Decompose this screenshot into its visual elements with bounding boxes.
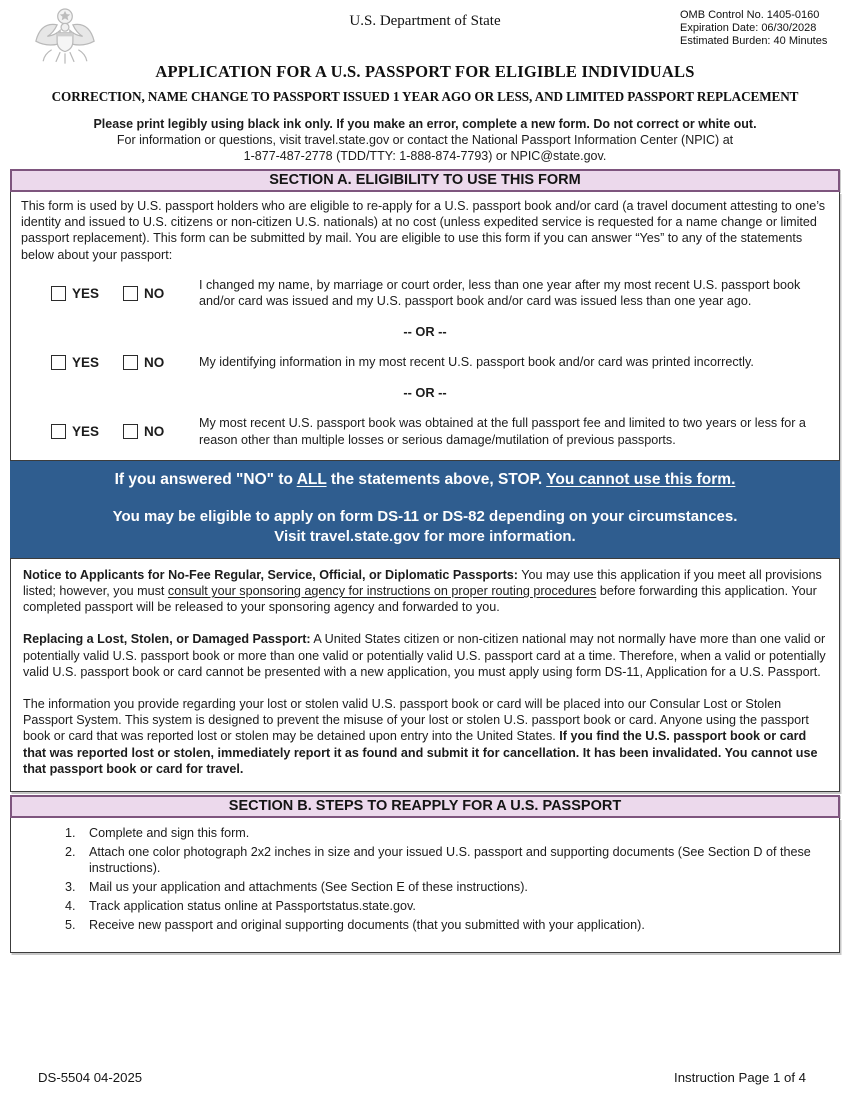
statement-row-3 xyxy=(51,415,829,447)
notices-box xyxy=(10,558,840,792)
statement-text-2: My identifying information in my most recent U.S. passport book and/or card was printed incorrectly. xyxy=(199,355,754,370)
statement-text-3: My most recent U.S. passport book was obtained at the full passport fee and limited to two years or less for a reason other than multiple losses or serious damage/mutilation of previous passports. xyxy=(199,416,806,447)
stop-banner-line2 xyxy=(20,507,830,547)
form-subtitle: CORRECTION, NAME CHANGE TO PASSPORT ISSUED 1 YEAR AGO OR LESS, AND LIMITED PASSPORT REPLACEMENT xyxy=(51,89,799,104)
stop-banner-line1 xyxy=(20,470,830,490)
step-item-1: 1. Complete and sign this form. xyxy=(79,825,829,841)
yes-checkbox-2[interactable] xyxy=(51,355,66,370)
stop-eligible-text: You may be eligible to apply on form DS-11 or DS-82 depending on your circumstances. xyxy=(112,507,738,525)
print-instructions-line1: Please print legibly using black ink only. If you make an error, complete a new form. Do not correct or white out. xyxy=(93,117,757,131)
step-item-2: 2. Attach one color photograph 2x2 inches in size and your issued U.S. passport and supporting documents (See Section D of these instructions). xyxy=(79,844,829,877)
step-item-5: 5. Receive new passport and original supporting documents (that you submitted with your application). xyxy=(79,917,829,933)
notice3-text: The information you provide regarding your lost or stolen valid U.S. passport book or card will be placed into our Consular Lost or Stolen Passport System. This system is designed to prevent the misuse of your lost or stolen U.S. passport book or card. Anyone using the passport book or card that was reported lost or stolen may be detained upon entry into the United States. xyxy=(23,697,809,744)
section-b-heading: SECTION B. STEPS TO REAPPLY FOR A U.S. PASSPORT xyxy=(228,798,622,815)
or-divider-2: -- OR -- xyxy=(403,385,447,401)
stop-line1-cannot-use: You cannot use this form. xyxy=(546,470,736,488)
print-instructions-line3: 1-877-487-2778 (TDD/TTY: 1-888-874-7793) or NPIC@state.gov. xyxy=(243,149,607,163)
statement-text-1: I changed my name, by marriage or court order, less than one year after my most recent U.S. passport book and/or card was issued and my U.S. passport book and/or card was issued less than one year ago. xyxy=(199,277,801,309)
page-header xyxy=(0,0,850,48)
notice1-text-a: You may use this application if you meet all provisions listed; however, you must xyxy=(23,567,822,599)
notice3-bold-warning: If you find the U.S. passport book or card that was reported lost or stolen, immediately report it as found and submit it for cancellation. It has been invalidated. You cannot use that passport book or card for travel. xyxy=(23,729,818,776)
reapply-steps-list xyxy=(21,825,829,933)
print-instructions xyxy=(0,116,850,164)
page-indicator: Instruction Page 1 of 4 xyxy=(674,1070,806,1085)
department-of-state-seal-icon xyxy=(28,6,102,74)
stop-visit-text: Visit travel.state.gov for more information. xyxy=(274,527,576,545)
no-label: NO xyxy=(144,354,165,370)
statement-row-1 xyxy=(51,277,829,309)
statement-row-2 xyxy=(51,354,829,370)
no-checkbox-group-2 xyxy=(123,355,199,370)
notice1-text-b: before forwarding this application. Your completed passport will be released to your sponsoring agency and forwarded to you. xyxy=(23,584,817,615)
stop-line1-middle: the statements above, STOP. xyxy=(326,470,547,488)
print-instructions-line2: For information or questions, visit travel.state.gov or contact the National Passport Information Center (NPIC) at xyxy=(116,133,734,147)
step-item-3: 3. Mail us your application and attachments (See Section E of these instructions). xyxy=(79,879,829,895)
page-footer xyxy=(0,1070,850,1085)
omb-control-number: OMB Control No. 1405-0160 xyxy=(680,9,820,21)
stop-banner xyxy=(10,461,840,558)
omb-expiration-date: Expiration Date: 06/30/2028 xyxy=(680,22,817,34)
yes-label: YES xyxy=(72,285,100,301)
notice-replacing-passport xyxy=(23,631,827,680)
notice2-lead: Replacing a Lost, Stolen, or Damaged Passport: xyxy=(23,632,311,647)
no-checkbox-2[interactable] xyxy=(123,355,138,370)
form-title: APPLICATION FOR A U.S. PASSPORT FOR ELIGIBLE INDIVIDUALS xyxy=(155,62,695,81)
yes-label: YES xyxy=(72,424,100,440)
section-a-body xyxy=(10,192,840,461)
yes-label: YES xyxy=(72,354,100,370)
no-checkbox-group-3 xyxy=(123,424,199,439)
no-label: NO xyxy=(144,424,165,440)
form-body xyxy=(10,169,840,953)
no-checkbox-3[interactable] xyxy=(123,424,138,439)
or-divider-1: -- OR -- xyxy=(403,324,447,340)
notice-lost-stolen-system xyxy=(23,696,827,777)
section-a-intro: This form is used by U.S. passport holders who are eligible to re-apply for a U.S. passport book and/or card (a travel document attesting to one’s identity and issued to U.S. citizens or non-citizen U.S. nationals) at no cost (unless expedited service is requested for a name change or limited passport replacement). This form can be submitted by mail. You are eligible to use this form if you can answer “Yes” to any of the statements below about your passport: xyxy=(21,199,826,262)
notice2-text: A United States citizen or non-citizen national may not normally have more than one valid or potentially valid U.S. passport book or more than one valid or potentially valid U.S. passport card at a time. Therefore, when a valid or potentially valid U.S. passport book or card cannot be presented with a new application, you must apply using form DS-11, Application for a U.S. Passport. xyxy=(23,632,826,679)
stop-line1-all: ALL xyxy=(296,470,327,488)
no-checkbox-group-1 xyxy=(123,286,199,301)
omb-estimated-burden: Estimated Burden: 40 Minutes xyxy=(680,35,828,47)
yes-checkbox-3[interactable] xyxy=(51,424,66,439)
section-a-heading: SECTION A. ELIGIBILITY TO USE THIS FORM xyxy=(269,172,581,188)
form-number: DS-5504 04-2025 xyxy=(38,1070,143,1085)
step-item-4: 4. Track application status online at Passportstatus.state.gov. xyxy=(79,898,829,914)
section-b-header xyxy=(10,795,840,818)
notice-no-fee-passports xyxy=(23,567,827,616)
yes-checkbox-group-3 xyxy=(51,424,123,439)
notice1-lead: Notice to Applicants for No-Fee Regular, Service, Official, or Diplomatic Passports: xyxy=(23,567,518,582)
no-label: NO xyxy=(144,285,165,301)
stop-line1-prefix: If you answered "NO" to xyxy=(114,470,297,488)
yes-checkbox-group-1 xyxy=(51,286,123,301)
section-a-header xyxy=(10,169,840,192)
omb-block xyxy=(680,9,840,48)
agency-name: U.S. Department of State xyxy=(349,13,501,29)
yes-checkbox-group-2 xyxy=(51,355,123,370)
no-checkbox-1[interactable] xyxy=(123,286,138,301)
yes-checkbox-1[interactable] xyxy=(51,286,66,301)
notice1-underlined: consult your sponsoring agency for instructions on proper routing procedures xyxy=(167,584,597,599)
section-b-body xyxy=(10,818,840,953)
